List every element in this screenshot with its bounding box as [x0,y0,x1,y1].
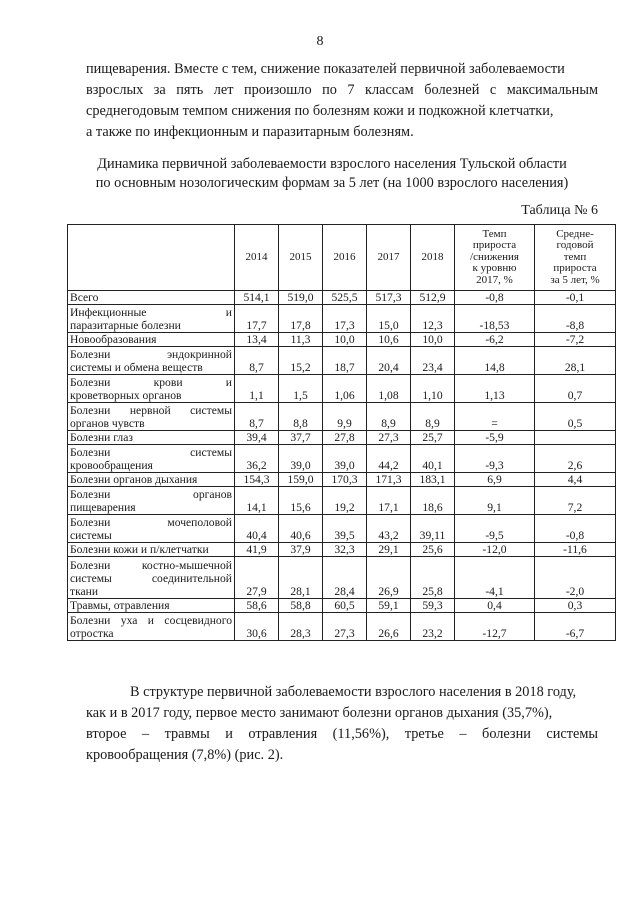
value-cell: 14,8 [455,347,535,375]
value-cell: 12,3 [411,305,455,333]
value-cell: 27,3 [367,431,411,445]
value-cell: -0,8 [455,291,535,305]
row-label [68,557,235,599]
value-cell: 23,4 [411,347,455,375]
value-cell: 37,9 [279,543,323,557]
value-cell: 1,06 [323,375,367,403]
header-year: 2017 [367,225,411,291]
row-label-line: Болезни нервной системы [70,404,232,417]
value-cell: -5,9 [455,431,535,445]
row-label-line: Болезни органов дыхания [70,473,198,486]
value-cell: -7,2 [535,333,616,347]
header-growth-rate [455,225,535,291]
table-row [68,375,616,403]
header-line: /снижения [470,250,519,263]
intro-line: взрослых за пять лет произошло по 7 классам болезней с максимальным [86,82,598,98]
value-cell: 25,8 [411,557,455,599]
row-label [68,487,235,515]
value-cell: 514,1 [235,291,279,305]
header-line: к уровню [472,262,517,275]
value-cell: 15,6 [279,487,323,515]
row-label [68,613,235,641]
header-line: прироста [553,262,597,275]
value-cell: -12,7 [455,613,535,641]
value-cell: 17,7 [235,305,279,333]
value-cell: -0,8 [535,515,616,543]
caption-line: Динамика первичной заболеваемости взрослого населения Тульской области [97,156,567,172]
value-cell: 44,2 [367,445,411,473]
value-cell: 58,8 [279,599,323,613]
intro-line: пищеварения. Вместе с тем, снижение показателей первичной заболеваемости [86,61,565,77]
value-cell: 10,0 [323,333,367,347]
closing-line: второе – травмы и отравления (11,56%), третье – болезни системы [86,726,598,742]
row-label-line: Болезни крови и [70,376,232,389]
value-cell: -9,5 [455,515,535,543]
table-row [68,543,616,557]
row-label [68,445,235,473]
value-cell: 39,11 [411,515,455,543]
value-cell: 517,3 [367,291,411,305]
header-line: за 5 лет, % [550,273,600,286]
value-cell: 18,6 [411,487,455,515]
value-cell: 36,2 [235,445,279,473]
value-cell: 37,7 [279,431,323,445]
value-cell: 59,1 [367,599,411,613]
value-cell: 28,4 [323,557,367,599]
row-label-line: системы и обмена веществ [70,361,203,374]
value-cell: 17,8 [279,305,323,333]
value-cell: 15,0 [367,305,411,333]
table-row [68,403,616,431]
value-cell: 170,3 [323,473,367,487]
value-cell: 8,7 [235,403,279,431]
header-line: Темп [482,227,507,240]
value-cell: 171,3 [367,473,411,487]
row-label-line: кровообращения [70,459,153,472]
header-year: 2018 [411,225,455,291]
row-label-line: системы [70,529,112,542]
header-year: 2016 [323,225,367,291]
header-year: 2015 [279,225,323,291]
table-row [68,515,616,543]
value-cell: 11,3 [279,333,323,347]
table-row [68,347,616,375]
value-cell: 28,1 [279,557,323,599]
value-cell: 59,3 [411,599,455,613]
value-cell: 29,1 [367,543,411,557]
table-row [68,557,616,599]
value-cell: 26,6 [367,613,411,641]
row-label-line: Травмы, отравления [70,599,170,612]
value-cell: 39,5 [323,515,367,543]
closing-paragraph [86,682,598,766]
value-cell: 10,0 [411,333,455,347]
row-label-line: Болезни глаз [70,431,133,444]
value-cell: -11,6 [535,543,616,557]
row-label [68,347,235,375]
row-label-line: Болезни костно-мышечной [70,559,232,572]
value-cell: 18,7 [323,347,367,375]
value-cell: 40,1 [411,445,455,473]
value-cell: 40,4 [235,515,279,543]
value-cell: 183,1 [411,473,455,487]
row-label-line: Всего [70,291,99,304]
value-cell: 1,13 [455,375,535,403]
value-cell: 154,3 [235,473,279,487]
header-line: Средне- [556,227,594,240]
value-cell: 8,9 [411,403,455,431]
row-label-line: кроветворных органов [70,389,182,402]
value-cell: 58,6 [235,599,279,613]
table-row [68,431,616,445]
row-label [68,333,235,347]
value-cell: 19,2 [323,487,367,515]
header-name-cell [68,225,235,291]
value-cell: 20,4 [367,347,411,375]
table-row [68,613,616,641]
row-label [68,543,235,557]
value-cell: 0,5 [535,403,616,431]
table-header-row [68,225,616,291]
value-cell: = [455,403,535,431]
row-label-line: системы соединительной [70,572,232,585]
value-cell: 1,08 [367,375,411,403]
value-cell: -2,0 [535,557,616,599]
value-cell: 28,1 [535,347,616,375]
caption-line: по основным нозологическим формам за 5 лет (на 1000 взрослого населения) [95,175,569,191]
row-label [68,375,235,403]
table-row [68,305,616,333]
closing-line: В структуре первичной заболеваемости взрослого населения в 2018 году, [130,684,577,700]
value-cell: -12,0 [455,543,535,557]
table-row [68,487,616,515]
row-label [68,473,235,487]
closing-line: как и в 2017 году, первое место занимают болезни органов дыхания (35,7%), [86,705,553,721]
value-cell: 39,0 [279,445,323,473]
value-cell: -6,7 [535,613,616,641]
table-row [68,473,616,487]
value-cell: -9,3 [455,445,535,473]
value-cell: 9,1 [455,487,535,515]
table-row [68,445,616,473]
row-label-line: ткани [70,585,99,598]
row-label-line: пищеварения [70,501,136,514]
table-row [68,333,616,347]
row-label-line: Болезни мочеполовой [70,516,232,529]
value-cell: 39,4 [235,431,279,445]
value-cell: 25,6 [411,543,455,557]
value-cell: 27,3 [323,613,367,641]
value-cell: 13,4 [235,333,279,347]
value-cell: 7,2 [535,487,616,515]
value-cell: -8,8 [535,305,616,333]
intro-line: среднегодовым темпом снижения по болезням кожи и подкожной клетчатки, [86,103,554,119]
row-label-line: Болезни органов [70,488,232,501]
value-cell: 10,6 [367,333,411,347]
value-cell: 40,6 [279,515,323,543]
morbidity-table [67,224,616,641]
value-cell: 525,5 [323,291,367,305]
header-line: темп [563,250,587,263]
value-cell: 8,7 [235,347,279,375]
value-cell: 2,6 [535,445,616,473]
value-cell: 512,9 [411,291,455,305]
value-cell: 0,3 [535,599,616,613]
table-label: Таблица № 6 [521,203,598,218]
value-cell: 28,3 [279,613,323,641]
value-cell: -18,53 [455,305,535,333]
header-line: 2017, % [476,273,513,286]
row-label [68,431,235,445]
intro-line: а также по инфекционным и паразитарным болезням. [86,124,414,140]
value-cell: 17,3 [323,305,367,333]
value-cell: 1,1 [235,375,279,403]
value-cell: 8,9 [367,403,411,431]
row-label-line: Болезни системы [70,446,232,459]
row-label-line: Новообразования [70,333,157,346]
value-cell: 14,1 [235,487,279,515]
row-label-line: Болезни кожи и п/клетчатки [70,543,209,556]
value-cell: 43,2 [367,515,411,543]
value-cell: 17,1 [367,487,411,515]
page-number: 8 [316,34,324,49]
value-cell: 9,9 [323,403,367,431]
value-cell: 26,9 [367,557,411,599]
row-label-line: Инфекционные и [70,306,232,319]
value-cell: 25,7 [411,431,455,445]
value-cell: 27,9 [235,557,279,599]
value-cell: 23,2 [411,613,455,641]
row-label [68,403,235,431]
value-cell: 159,0 [279,473,323,487]
row-label-line: паразитарные болезни [70,319,181,332]
value-cell: -4,1 [455,557,535,599]
value-cell: 6,9 [455,473,535,487]
row-label [68,599,235,613]
header-year: 2014 [235,225,279,291]
value-cell: 0,4 [455,599,535,613]
value-cell: 8,8 [279,403,323,431]
value-cell: 15,2 [279,347,323,375]
header-avg-rate [535,225,616,291]
header-line: прироста [472,239,517,252]
value-cell: 519,0 [279,291,323,305]
value-cell: 1,10 [411,375,455,403]
row-label [68,291,235,305]
value-cell: 30,6 [235,613,279,641]
row-label-line: органов чувств [70,417,145,430]
table-row [68,599,616,613]
table-caption [62,155,602,193]
table-row [68,291,616,305]
value-cell: 41,9 [235,543,279,557]
row-label-line: отростка [70,627,114,640]
value-cell: 0,7 [535,375,616,403]
closing-line: кровообращения (7,8%) (рис. 2). [86,747,284,763]
value-cell: -6,2 [455,333,535,347]
value-cell: 4,4 [535,473,616,487]
row-label-line: Болезни эндокринной [70,348,232,361]
intro-paragraph [86,59,598,143]
value-cell: 1,5 [279,375,323,403]
value-cell [535,431,616,445]
row-label [68,305,235,333]
value-cell: 32,3 [323,543,367,557]
value-cell: -0,1 [535,291,616,305]
value-cell: 27,8 [323,431,367,445]
value-cell: 60,5 [323,599,367,613]
row-label-line: Болезни уха и сосцевидного [70,614,232,627]
row-label [68,515,235,543]
header-line: годовой [556,239,594,252]
value-cell: 39,0 [323,445,367,473]
